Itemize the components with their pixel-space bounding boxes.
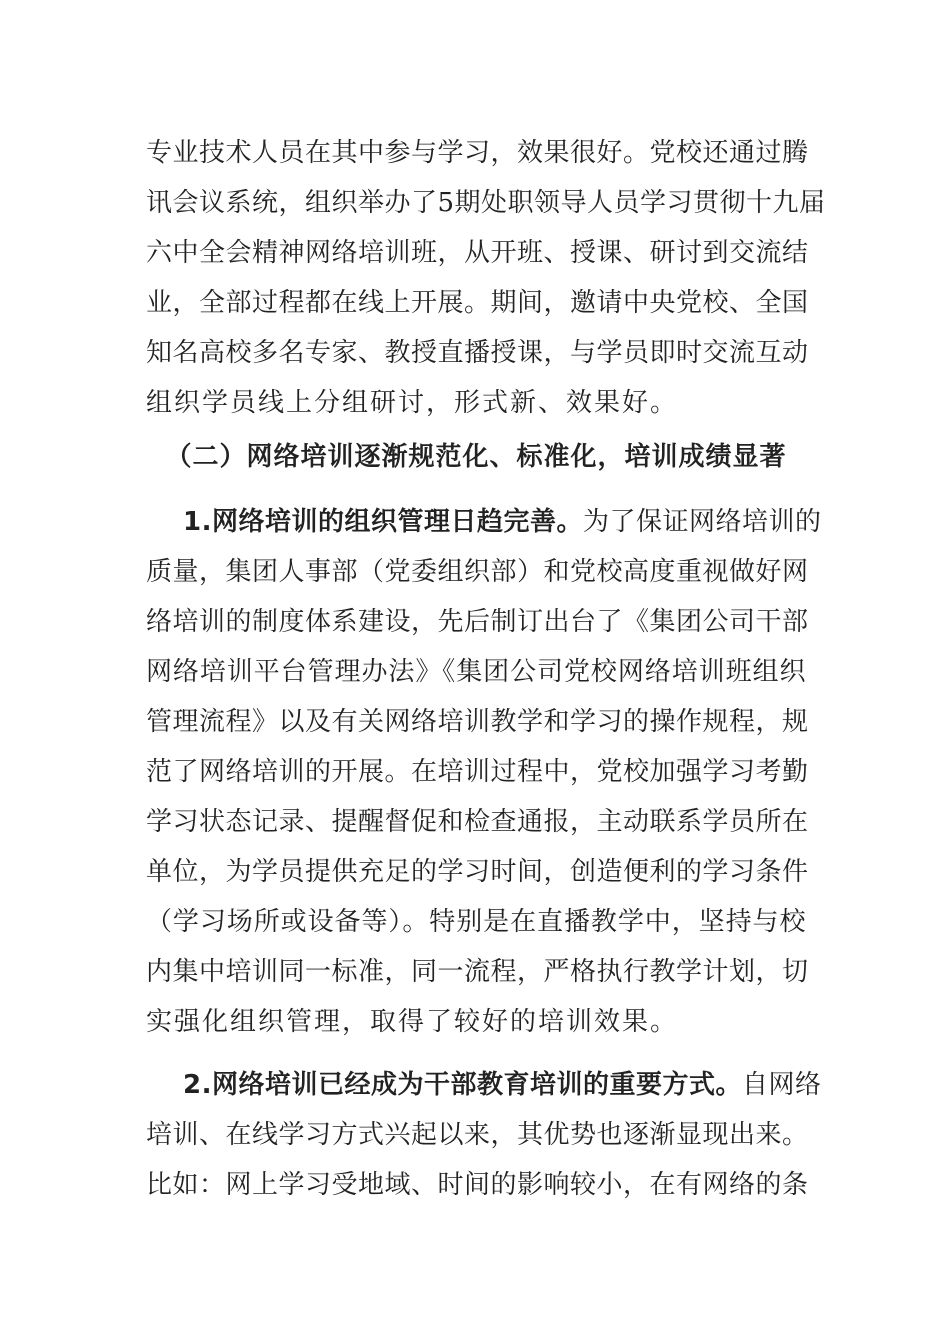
- paragraph-2-line-4: 网络培训平台管理办法》《集团公司党校网络培训班组织: [146, 657, 806, 687]
- paragraph-2-line-8: 单位，为学员提供充足的学习时间，创造便利的学习条件: [146, 857, 809, 887]
- paragraph-2-line-1: [183, 497, 822, 547]
- paragraph-3-line-2: 培训、在线学习方式兴起以来，其优势也逐渐显现出来。: [146, 1120, 809, 1150]
- paragraph-2-lead-text: 为了保证网络培训的: [582, 507, 822, 537]
- paragraph-2-lead-title: 1.网络培训的组织管理日趋完善。: [183, 507, 583, 537]
- paragraph-2-line-3: 络培训的制度体系建设，先后制订出台了《集团公司干部: [146, 607, 809, 637]
- paragraph-1-line-3: 六中全会精神网络培训班，从开班、授课、研讨到交流结: [146, 238, 809, 268]
- paragraph-1-line-1: 专业技术人员在其中参与学习，效果很好。党校还通过腾: [146, 138, 809, 168]
- paragraph-1-line-5: 知名高校多名专家、教授直播授课，与学员即时交流互动: [146, 338, 809, 368]
- section-heading: （二）网络培训逐渐规范化、标准化，培训成绩显著: [165, 442, 787, 472]
- paragraph-2-line-10: 内集中培训同一标准，同一流程，严格执行教学计划，切: [146, 957, 809, 987]
- paragraph-3-lead-title: 2.网络培训已经成为干部教育培训的重要方式。: [183, 1070, 742, 1100]
- paragraph-2-line-11: 实强化组织管理，取得了较好的培训效果。: [146, 1007, 679, 1037]
- paragraph-3-line-3: 比如：网上学习受地域、时间的影响较小，在有网络的条: [146, 1170, 809, 1200]
- paragraph-2-line-9: （学习场所或设备等）。特别是在直播教学中，坚持与校: [146, 907, 806, 937]
- paragraph-1-line-2: 讯会议系统，组织举办了5期处职领导人员学习贯彻十九届: [146, 188, 826, 218]
- paragraph-2-line-2: 质量，集团人事部（党委组织部）和党校高度重视做好网: [146, 557, 809, 587]
- paragraph-2-line-6: 范了网络培训的开展。在培训过程中，党校加强学习考勤: [146, 757, 809, 787]
- paragraph-1-line-4: 业，全部过程都在线上开展。期间，邀请中央党校、全国: [146, 288, 809, 318]
- paragraph-2-line-7: 学习状态记录、提醒督促和检查通报，主动联系学员所在: [146, 807, 809, 837]
- paragraph-3-lead-text: 自网络: [741, 1070, 822, 1100]
- paragraph-3-line-1: [183, 1060, 822, 1110]
- paragraph-2-line-5: 管理流程》以及有关网络培训教学和学习的操作规程，规: [146, 707, 809, 737]
- paragraph-1-line-6: 组织学员线上分组研讨，形式新、效果好。: [146, 388, 679, 418]
